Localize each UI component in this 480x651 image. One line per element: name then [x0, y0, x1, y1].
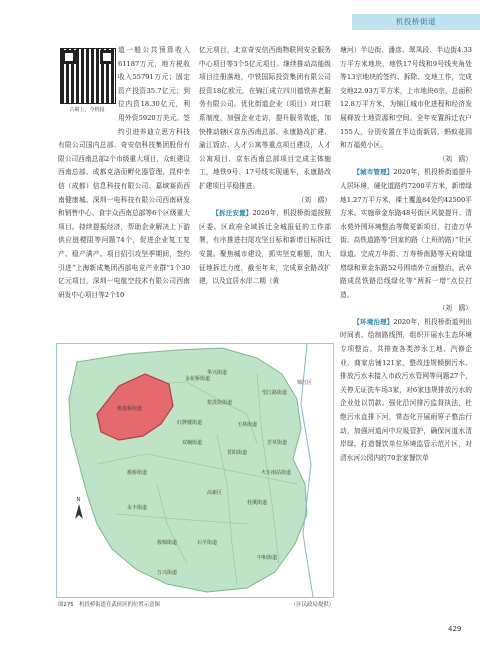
author-signature: （刘 鸥） [438, 304, 472, 313]
svg-text:N: N [76, 497, 81, 503]
map-label: 金花桥街道 [185, 376, 211, 382]
compass-icon [75, 497, 83, 519]
col2-paragraph-1: 亿元项目，北京奇安信西南物联网安全服务中心项目等3个5亿元项目。继续推动高能级项目注册落地，中铁国际投资集团有限公司投资18亿欧元，在锦江成立四川德铁养老服务有限公司。优化街道企业（项目）对口联系制度，加强企业走访，提升服务效能，加快推动辖区京东西南总部、永康路改扩建、渝江饭店、人才公寓等重点项目建设，人才公寓项目、京东西南总部项目完成主体施工，地铁9号、17号线实现通车，永康路改扩建项目平稳推进。 [199, 46, 331, 190]
district-map [56, 343, 334, 598]
col3-paragraph-1: 塘河）半边街、潘彦、翠凤段、半边街4.33万平方米地块，地铁17号线和9号线夹角处等13宗地块的签约、拆除、交地工作，完成交地22.93万平方米，上市地块6宗，总面积12.8万平方米，为锦江城市化进程和经济发展释放土地资源和空间。全年安置拆迁农户155人，分别安置在半边街新居、蚂蚁花园和万福苑小区。 [340, 46, 472, 150]
map-label-highlight: 机投桥街道 [117, 406, 143, 412]
map-label: 簇锦街道 [157, 540, 178, 546]
map-label: 簇桥街道 [127, 470, 148, 476]
qr-caption: 古蜀上，今机投 [69, 107, 105, 113]
map-caption-text: 图275 机投桥街道在武侯区的位置示意图 [58, 602, 160, 608]
map-label: 双楠街道 [182, 440, 203, 446]
section-tag-environment: 【环境治理】 [353, 317, 394, 326]
qr-code-block[interactable] [58, 46, 116, 124]
district-map-svg [57, 344, 333, 597]
map-label: 桂溪街道 [247, 500, 268, 506]
col1-paragraph: 道一般公共预算收入61187万元，地方税收收入55791万元；固定资产投资35.7亿元；到位内资18.30亿元，利用外资5920万美元。签约引进养迪立思方科技有限公司国内总部、奇安信科技集团股份有限公司西南总部2个市级重大项目，众虹建设西南总部、成都克洛而孵化器管理、昆仲幸信（成都）信息科技有限公司、嘉域赛尚西南健康城、深圳一电科技有限公司西南研发和销售中心、食宇众西南总部等6个区级重大项目。持续提振经济，帮助企业解决上下游供应链梗阻等问题74个，促进企业复工复产、稳产满产。项目招引攻坚季期间，签约引进“上海新成集团西部电竞产业群”1个30亿元项目，深圳一电航空技术有限公司西南研发中心项目等2个10 [58, 46, 190, 299]
map-caption [58, 600, 334, 608]
map-label: 万兴街道 [157, 570, 178, 576]
section-header: 机投桥街道 [352, 14, 480, 30]
map-label: 浆洗街街道 [207, 400, 233, 406]
map-label: 望江路街道 [262, 390, 288, 396]
map-label: 红牌楼街道 [177, 420, 203, 426]
section-tag-relocation: 【拆迁安置】 [212, 209, 253, 218]
map-label: 锦江区 [297, 380, 313, 386]
map-label: 晋阳街道 [227, 450, 248, 456]
col2-paragraph-2: 2020年，机投桥街道按照区委、区政府全域拆迁全城报征的工作部署，有序推进扫尾攻坚目标和新增目标拆迁安置。聚焦城市建设，抓实坚克难题，加大征地拆迁力度，截至年末，完成章全路改扩建，以及宜居水岸二期（黄 [199, 209, 331, 286]
column-2 [199, 44, 331, 289]
col3-paragraph-3: 2020年，机投桥街道列出时间表、绘制路线图，组织开展水生态环境专项整治。共排查各类涉水工地、汽修企业、商家店铺121家，整改违规倾倒污水、排放污水未接入市政污水管网等问题27个，关停无证洗车场3家，对6家违规排放污水的企业处以罚款。强化沿河排污监督执法，杜绝污水直排下河，常态化开展雨箅子整治行动，加强河道河中垃圾管护，确保河道水清岸绿。打造餐饮单位环境监管示范片区，对清水河公园内的70余家餐饮单 [340, 317, 472, 462]
map-label: 芳草街道 [267, 440, 288, 446]
map-credit: （区民政局提供） [290, 602, 334, 608]
column-3 [340, 44, 472, 465]
map-label: 火车南站街道 [261, 470, 292, 476]
map-label: 华兴街道 [207, 370, 228, 376]
author-signature: （刘 鸥） [297, 195, 331, 204]
map-label: 玉林街道 [237, 422, 258, 428]
map-label: 中和街道 [257, 555, 278, 561]
section-tag-city-management: 【城市管理】 [353, 168, 394, 177]
map-label: 石羊街道 [197, 540, 218, 546]
map-label: 高新区 [207, 490, 223, 496]
map-label: 永丰街道 [127, 505, 148, 511]
page-number: 429 [448, 625, 462, 633]
qr-code-icon[interactable] [60, 48, 116, 104]
col3-paragraph-2: 2020年，机投桥街道提升人居环境，硬化道路约7200平方米，新增绿地1.27万平方米，裸土覆盖84处约42500平方米。实施章金东路48号街区风貌提升、清水苑外围环境整治等微更新项目，打造万华街、高铁道路等“回家的路（上班的路）”社区绿道。完成万华街、万寿桥南路等天府绿道增绿和章金东路52号围墙外立面整治。武卒路成昆铁路沿线绿化等“两拆一增”点位打造。 [340, 168, 472, 299]
author-signature: （刘 鸥） [438, 154, 472, 163]
